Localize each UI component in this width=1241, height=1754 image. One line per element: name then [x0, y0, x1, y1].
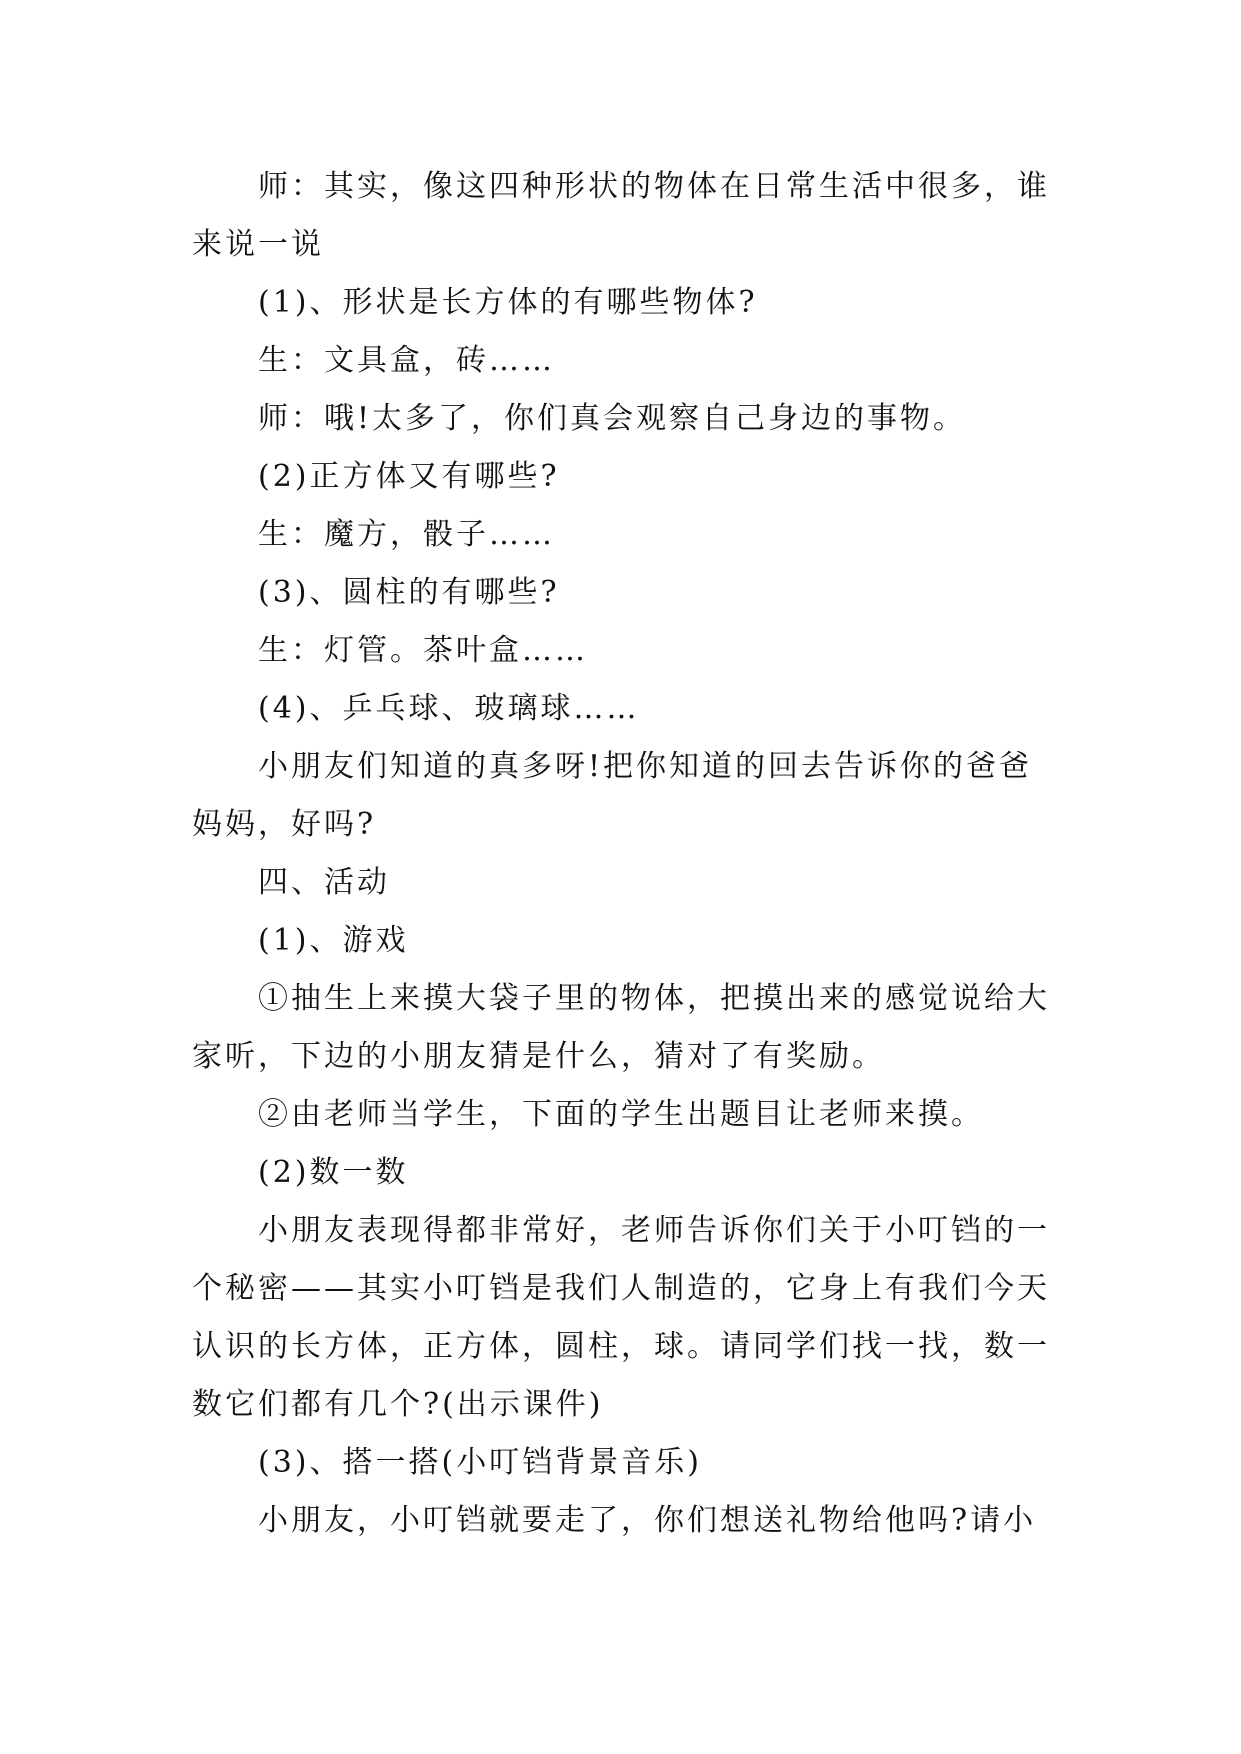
paragraph: (2)正方体又有哪些?	[258, 459, 560, 494]
section-heading: 四、活动	[258, 865, 390, 900]
paragraph: 生：文具盒，砖……	[258, 343, 555, 378]
paragraph: 小朋友表现得都非常好，老师告诉你们关于小叮铛的一个秘密——其实小叮铛是我们人制造的，它身上有我们今天认识的长方体，正方体，圆柱，球。请同学们找一找，数一数它们都有几个?(出示课件)	[192, 1213, 1050, 1422]
paragraph: ①抽生上来摸大袋子里的物体，把摸出来的感觉说给大家听，下边的小朋友猜是什么，猜对了有奖励。	[192, 981, 1050, 1074]
paragraph: (2)数一数	[258, 1155, 409, 1190]
document-body	[192, 158, 1052, 1550]
paragraph: (3)、圆柱的有哪些?	[258, 575, 560, 610]
paragraph: (1)、游戏	[258, 923, 409, 958]
paragraph: 小朋友，小叮铛就要走了，你们想送礼物给他吗?请小	[258, 1503, 1037, 1538]
paragraph: 师：其实，像这四种形状的物体在日常生活中很多，谁来说一说	[192, 169, 1050, 262]
paragraph: (3)、搭一搭(小叮铛背景音乐)	[258, 1445, 702, 1480]
paragraph: 生：魔方，骰子……	[258, 517, 555, 552]
paragraph: (1)、形状是长方体的有哪些物体?	[258, 285, 758, 320]
paragraph: 小朋友们知道的真多呀!把你知道的回去告诉你的爸爸妈妈，好吗?	[192, 749, 1033, 842]
paragraph: (4)、乒乓球、玻璃球……	[258, 691, 640, 726]
paragraph: 师：哦!太多了，你们真会观察自己身边的事物。	[258, 401, 967, 436]
paragraph: ②由老师当学生，下面的学生出题目让老师来摸。	[258, 1097, 984, 1132]
paragraph: 生：灯管。茶叶盒……	[258, 633, 588, 668]
